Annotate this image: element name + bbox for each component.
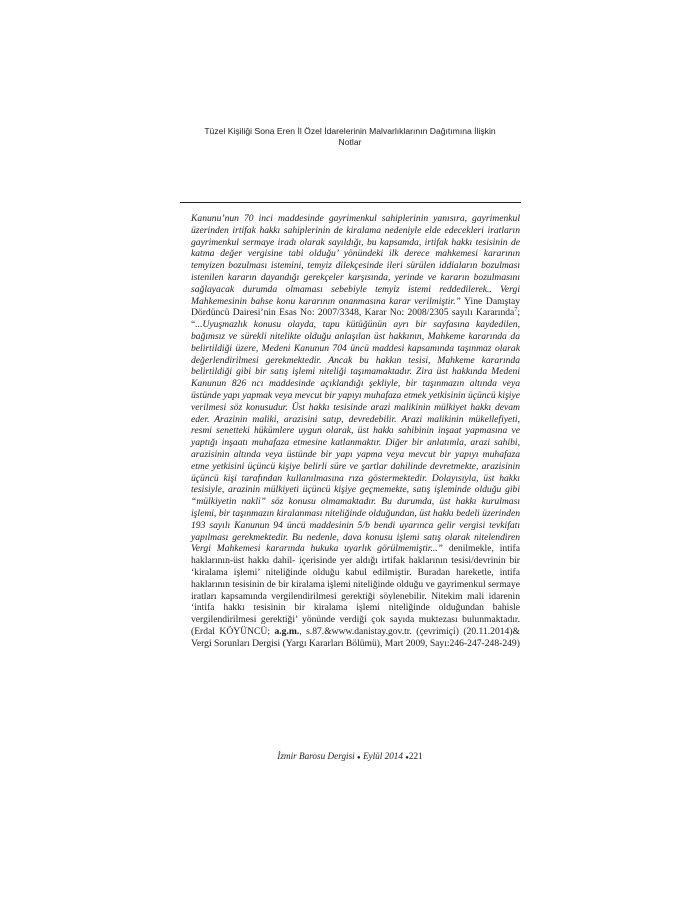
- page-number: 221: [408, 751, 423, 761]
- bullet-separator: ●: [357, 755, 361, 761]
- paragraph: [191, 213, 520, 649]
- header-divider: [180, 202, 521, 203]
- running-header-line2: Notlar: [338, 137, 362, 147]
- running-header-line1: Tüzel Kişiliği Sona Eren İl Özel İdarelerinin Malvarlıklarının Dağıtımına İlişkin: [204, 126, 496, 136]
- agm-abbrev: a.g.m.: [274, 625, 300, 637]
- footnote-ref: 7: [514, 307, 518, 314]
- quote-text: Kanunu’nun 70 inci maddesinde gayrimenkul sahiplerinin yanısıra, gayrimenkul üzerinden irtifak hakkı sahiplerinin de kiralama nedeniyle elde edecekleri iratların gayrimenkul sermaye iradı olarak sayıldığı, bu kapsamda, irtifak hakkı tesisinin de katma değer vergisine tabi olduğu’ yönündeki ilk derece mahkemesi kararının temyizen bozulması istemini, temyiz dilekçesinde ileri sürülen iddiaların bozulması istenilen kararın dayandığı gerekçeler karşısında, yerinde ve kararın bozulmasını sağlayacak durumda olmaması sebebiyle temyiz istemi reddedilerek.. Vergi Mahkemesinin bahse konu kararının onanmasına karar verilmiştir.”: [191, 213, 520, 307]
- court-quote: ...Uyuşmazlık konusu olayda, tapu kütüğünün ayrı bir sayfasına kaydedilen, bağımsız ve sürekli nitelikte olduğu anlaşılan üst hakkının, Mahkeme kararında da belirtildiği üzere, Medeni Kanunun 704 üncü maddesi kapsamında taşınmaz olarak değerlendirilmesi gerekmektedir. Ancak bu hakkın tesisi, Mahkeme kararında belirtildiği gibi bir satış işlemi niteliği taşımamaktadır. Zira üst hakkında Medeni Kanunun 826 ncı maddesinde açıklandığı şekliyle, bir taşınmazın altında veya üstünde yapı yapmak veya mevcut bir yapıyı muhafaza etmek yetkisinin üçüncü kişiye verilmesi söz konusudur. Üst hakkı tesisinde arazi malikinin mülkiyet hakkı devam eder. Arazinin maliki, arazisini satıp, devredebilir. Arazi malikinin mükellefiyeti, resmi senetteki hükümlere uygun olarak, üst hakkı sahibinin inşaat yapmasına ve yaptığı inşaatı muhafaza etmesine katlanmaktır. Diğer bir anlatımla, arazi sahibi, arazisinin altında veya üstünde bir yapı yapma veya mevcut bir yapıyı muhafaza etme yetkisini üçüncü kişiye belirli süre ve şartlar dahilinde devretmekte, arazisinin üçüncü kişi tarafından kullanılmasına rıza göstermektedir. Dolayısıyla, üst hakkı tesisiyle, arazinin mülkiyeti üçüncü kişiye geçmemekte, satış işleminde olduğu gibi “mülkiyetin nakli” söz konusu olmamaktadır. Bu durumda, üst hakkı kurulması işlemi, bir taşınmazın kiralanması niteliğinde olduğundan, üst hakkı bedeli üzerinden 193 sayılı Kanunun 94 üncü maddesinin 5/b bendi uyarınca gelir vergisi tevkifatı yapılması gerekmektedir. Bu nedenle, dava konusu işlemi satış olarak nitelendiren Vergi Mahkemesi kararında hukuka uyarlık görülmemiştir...”: [191, 319, 520, 555]
- bullet-separator: ●: [405, 755, 409, 761]
- page-footer: [200, 751, 500, 761]
- citation-text: , s.87.&www.danistay.gov.tr. (çevrimiçi) (20.11.2014)& Vergi Sorunları Dergisi (Yargı Kararları Bölümü), Mart 2009, Sayı:246-247-248-249): [191, 625, 520, 649]
- body-text: [191, 213, 520, 649]
- journal-name: İzmir Barosu Dergisi: [277, 751, 355, 761]
- body-punct: ; “: [191, 307, 520, 331]
- issue-date: Eylül 2014: [360, 751, 406, 761]
- body-sentence: Yine Danıştay Dördüncü Dairesi’nin Esas No: 2007/3348, Karar No: 2008/2305 sayılı Kararında: [191, 295, 520, 319]
- running-header: [170, 126, 530, 148]
- body-sentence: denilmekle, intifa haklarının-üst hakkı dahil- içerisinde yer aldığı irtifak haklarının tesisi/devrinin bir ‘kiralama işlemi’ niteliğinde olduğu kabul edilmiştir. Buradan hareketle, intifa haklarının tesisinin de bir kiralama işlemi niteliğinde olduğu ve gayrimenkul sermaye iratları kapsamında vergilendirilmesi gerektiği söylenebilir. Nitekim mali idarenin ‘intifa hakkı tesisinin bir kiralama işlemi niteliğinde olduğundan bahisle vergilendirilmesi gerektiği’ yönünde verdiği çok sayıda muktezası bulunmaktadır. (Erdal KÖYÜNCÜ;: [191, 543, 520, 637]
